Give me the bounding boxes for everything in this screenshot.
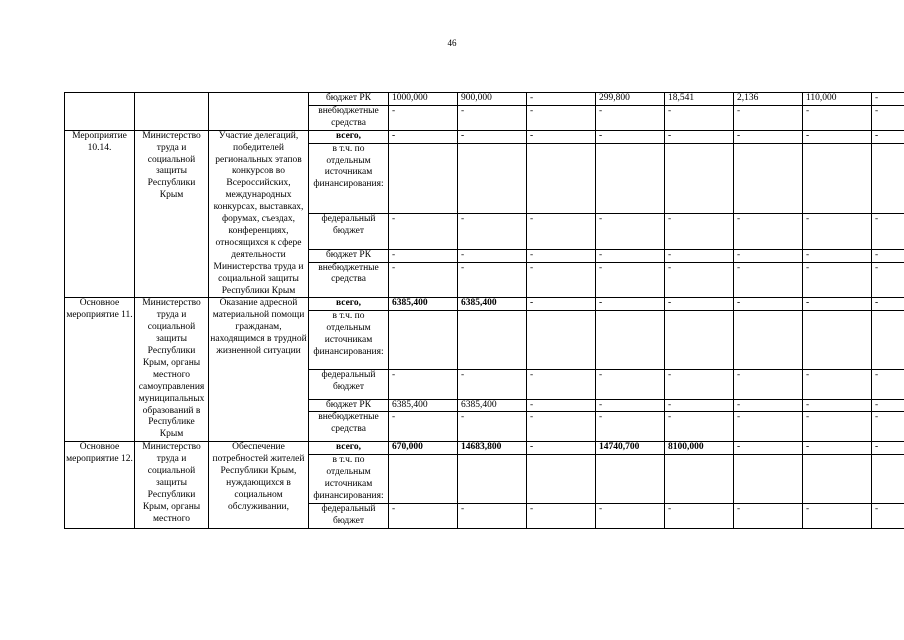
value-cell: - [734,130,803,143]
value-cell [734,311,803,369]
activity-id-cell: Основное мероприятие 11. [65,298,135,442]
value-cell: 1000,000 [389,93,458,106]
value-cell: 14683,800 [458,442,527,455]
value-cell: - [458,105,527,130]
table-row [65,442,904,455]
value-cell [458,143,527,213]
value-cell: - [872,93,904,106]
value-cell: - [458,412,527,442]
value-cell: - [734,442,803,455]
value-cell: - [665,130,734,143]
value-cell: - [734,213,803,249]
value-cell: - [665,399,734,412]
funding-source-cell: федеральный бюджет [309,369,389,399]
value-cell: - [389,213,458,249]
value-cell: - [527,412,596,442]
value-cell: - [734,503,803,528]
funding-source-cell: в т.ч. по отдельным источникам финансирования: [309,143,389,213]
value-cell: - [734,399,803,412]
value-cell [803,311,872,369]
value-cell: - [389,503,458,528]
value-cell [665,143,734,213]
value-cell: - [665,298,734,311]
value-cell [803,455,872,504]
carry-executor-cell [135,93,209,131]
value-cell: - [458,213,527,249]
value-cell: - [803,442,872,455]
value-cell [734,455,803,504]
value-cell: - [389,249,458,262]
value-cell: - [389,105,458,130]
value-cell [596,311,665,369]
funding-source-cell: всего, [309,298,389,311]
value-cell [872,311,904,369]
value-cell: - [596,262,665,298]
value-cell: - [596,249,665,262]
value-cell [872,143,904,213]
funding-source-cell: бюджет РК [309,249,389,262]
value-cell [596,143,665,213]
funding-source-cell: федеральный бюджет [309,503,389,528]
value-cell: - [596,503,665,528]
value-cell: - [734,262,803,298]
value-cell: - [596,105,665,130]
activity-description-cell: Обеспечение потребностей жителей Республики Крым, нуждающихся в социальном обслуживании, [209,442,309,528]
value-cell: - [872,249,904,262]
value-cell: - [527,369,596,399]
value-cell [803,143,872,213]
value-cell: - [872,213,904,249]
value-cell: - [734,298,803,311]
value-cell: - [803,503,872,528]
value-cell: - [803,105,872,130]
value-cell [665,311,734,369]
value-cell: 2,136 [734,93,803,106]
value-cell: - [527,130,596,143]
value-cell: - [527,93,596,106]
carry-description-cell [209,93,309,131]
value-cell: 900,000 [458,93,527,106]
executor-cell: Министерство труда и социальной защиты Республики Крым [135,130,209,298]
funding-source-cell: внебюджетные средства [309,262,389,298]
value-cell [527,143,596,213]
value-cell: - [872,130,904,143]
value-cell: - [803,399,872,412]
value-cell: - [389,412,458,442]
value-cell: - [596,412,665,442]
value-cell: - [803,130,872,143]
value-cell [389,143,458,213]
value-cell: - [389,369,458,399]
value-cell: 8100,000 [665,442,734,455]
value-cell: - [872,412,904,442]
value-cell: - [665,412,734,442]
value-cell: 6385,400 [458,298,527,311]
page-number: 46 [447,38,457,48]
value-cell: - [734,412,803,442]
value-cell: - [527,503,596,528]
value-cell: - [596,130,665,143]
value-cell: - [596,369,665,399]
executor-cell: Министерство труда и социальной защиты Республики Крым, органы местного самоуправления муниципальных образований в Республике Крым [135,298,209,442]
value-cell [596,455,665,504]
value-cell: - [803,262,872,298]
funding-source-cell: в т.ч. по отдельным источникам финансирования: [309,455,389,504]
value-cell: - [803,298,872,311]
value-cell: - [734,249,803,262]
funding-source-cell: в т.ч. по отдельным источникам финансирования: [309,311,389,369]
funding-source-cell: бюджет РК [309,399,389,412]
value-cell [389,455,458,504]
value-cell: - [872,503,904,528]
value-cell: - [596,298,665,311]
value-cell: - [527,249,596,262]
value-cell: - [527,399,596,412]
value-cell: - [734,369,803,399]
value-cell: - [458,262,527,298]
value-cell [872,455,904,504]
value-cell: - [872,298,904,311]
activity-id-cell: Мероприятие 10.14. [65,130,135,298]
value-cell: 14740,700 [596,442,665,455]
activity-description-cell: Оказание адресной материальной помощи гражданам, находящимся в трудной жизненной ситуации [209,298,309,442]
value-cell: - [872,262,904,298]
value-cell: 6385,400 [458,399,527,412]
value-cell: - [458,503,527,528]
value-cell [734,143,803,213]
value-cell: - [665,369,734,399]
budget-table [64,92,904,529]
activity-id-cell: Основное мероприятие 12. [65,442,135,528]
value-cell: 6385,400 [389,298,458,311]
value-cell: - [803,213,872,249]
value-cell: - [527,298,596,311]
value-cell: - [458,130,527,143]
table-row [65,130,904,143]
value-cell: - [872,105,904,130]
value-cell: - [389,262,458,298]
value-cell: - [665,105,734,130]
value-cell [458,311,527,369]
funding-source-cell: бюджет РК [309,93,389,106]
value-cell: - [872,369,904,399]
value-cell: 6385,400 [389,399,458,412]
value-cell: - [872,442,904,455]
funding-source-cell: федеральный бюджет [309,213,389,249]
value-cell [527,455,596,504]
carry-id-cell [65,93,135,131]
value-cell: - [803,369,872,399]
value-cell: 299,800 [596,93,665,106]
value-cell: 670,000 [389,442,458,455]
value-cell: - [734,105,803,130]
value-cell: - [665,249,734,262]
value-cell: - [527,213,596,249]
value-cell: - [527,442,596,455]
value-cell: - [389,130,458,143]
value-cell [389,311,458,369]
value-cell: - [803,249,872,262]
funding-source-cell: всего, [309,442,389,455]
value-cell: - [803,412,872,442]
activity-description-cell: Участие делегаций, победителей региональных этапов конкурсов во Всероссийских, международных конкурсах, выставках, форумах, съездах, конференциях, относящихся к сфере деятельности Министерства труда и социальной защиты Республики Крым [209,130,309,298]
funding-source-cell: всего, [309,130,389,143]
value-cell: - [665,213,734,249]
value-cell: - [596,213,665,249]
value-cell: - [527,262,596,298]
value-cell [458,455,527,504]
value-cell: - [458,369,527,399]
executor-cell: Министерство труда и социальной защиты Республики Крым, органы местного [135,442,209,528]
funding-source-cell: внебюджетные средства [309,412,389,442]
value-cell: 110,000 [803,93,872,106]
value-cell: - [872,399,904,412]
value-cell [527,311,596,369]
value-cell: - [527,105,596,130]
table-row [65,298,904,311]
value-cell: 18,541 [665,93,734,106]
value-cell: - [458,249,527,262]
table-row [65,93,904,106]
value-cell: - [596,399,665,412]
funding-source-cell: внебюджетные средства [309,105,389,130]
value-cell [665,455,734,504]
value-cell: - [665,503,734,528]
value-cell: - [665,262,734,298]
